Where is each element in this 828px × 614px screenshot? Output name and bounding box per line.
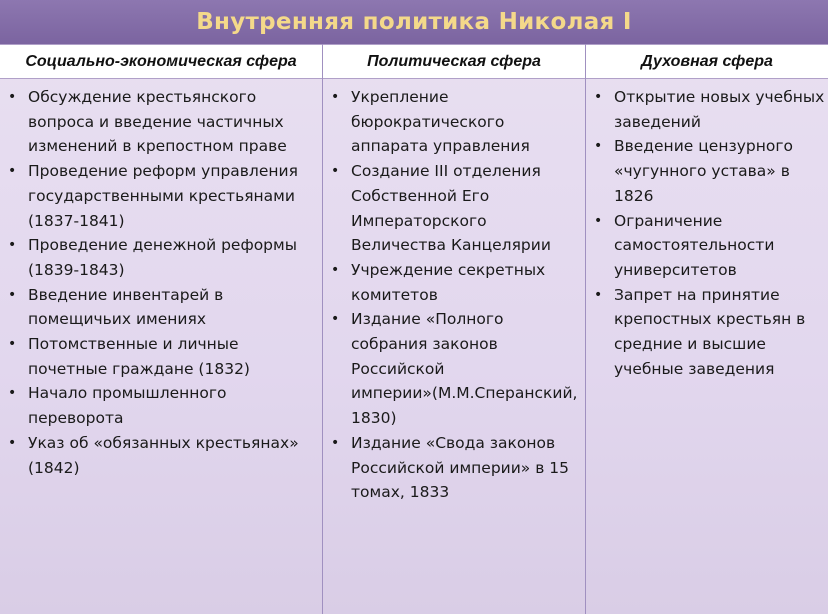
list-item: • Учреждение секретных комитетов: [331, 260, 546, 304]
list-item: • Потомственные и личные почетные граждане (1832): [8, 335, 250, 378]
list-item: • Создание III отделения Собственной Его Императорского Величества Канцелярии: [331, 162, 551, 255]
column-social-economic: [0, 77, 314, 614]
title-bar: [0, 0, 828, 44]
list-item: • Начало промышленного переворота: [8, 384, 227, 428]
list-item: • Ограничение самостоятельности университетов: [594, 211, 775, 279]
policy-table: [0, 44, 828, 614]
list-item: • Введение инвентарей в помещичьих имениях: [8, 285, 224, 329]
column-political: [323, 77, 581, 614]
header-spiritual: Духовная сфера: [641, 52, 773, 70]
list-item: • Введение цензурного «чугунного устава» в 1826: [594, 137, 793, 205]
header-social-economic: Социально-экономическая сфера: [25, 52, 297, 70]
table-header-row: [0, 44, 828, 79]
page-title: Внутренняя политика Николая I: [196, 9, 632, 35]
list-item: • Указ об «обязанных крестьянах» (1842): [8, 433, 299, 477]
list-item: • Обсуждение крестьянского вопроса и введение частичных изменений в крепостном праве: [8, 88, 287, 156]
list-item: • Издание «Свода законов Российской империи» в 15 томах, 1833: [331, 433, 570, 502]
column-spiritual: [586, 77, 826, 614]
list-item: • Укрепление бюрократического аппарата управления: [331, 88, 530, 156]
list-item: • Запрет на принятие крепостных крестьян в средние и высшие учебные заведения: [594, 285, 806, 378]
list-item: • Открытие новых учебных заведений: [594, 88, 825, 131]
list-item: • Проведение денежной реформы (1839-1843): [8, 236, 297, 279]
list-item: • Проведение реформ управления государственными крестьянами (1837-1841): [8, 162, 298, 230]
header-political: Политическая сфера: [367, 52, 541, 70]
list-item: • Издание «Полного собрания законов Российской империи»(М.М.Сперанский, 1830): [331, 310, 578, 428]
